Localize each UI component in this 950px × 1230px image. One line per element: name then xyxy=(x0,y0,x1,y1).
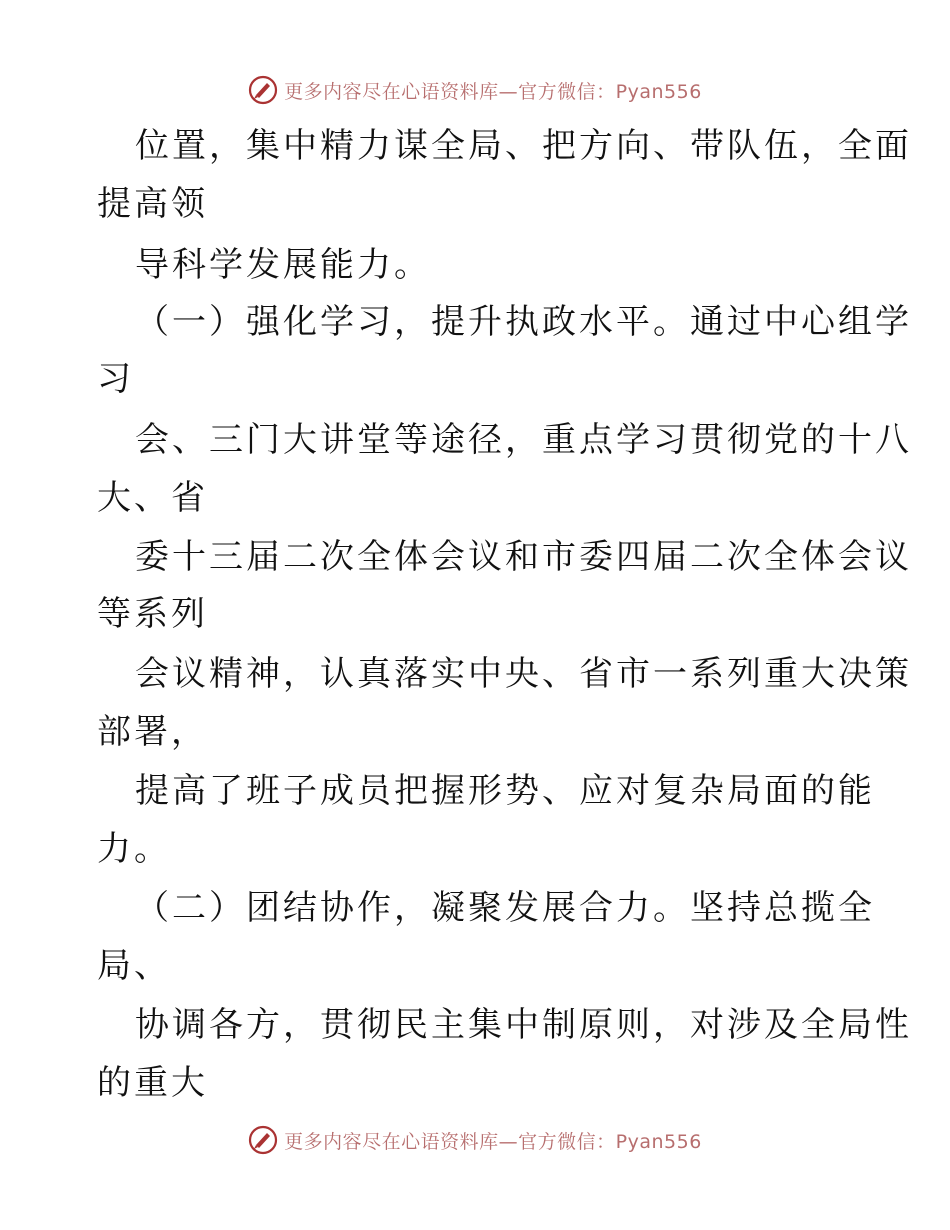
text-line: 提高领 xyxy=(97,184,208,224)
text-line: 等系列 xyxy=(97,594,208,634)
text-line: 力。 xyxy=(97,829,171,869)
text-line: 大、省 xyxy=(97,478,208,518)
text-line: （一）强化学习，提升执政水平。通过中心组学 xyxy=(135,302,912,342)
text-line: 习 xyxy=(97,359,134,399)
text-line: 会、三门大讲堂等途径，重点学习贯彻党的十八 xyxy=(135,420,912,460)
text-line: 会议精神，认真落实中央、省市一系列重大决策 xyxy=(135,654,912,694)
watermark-text: 更多内容尽在心语资料库—官方微信：Pyan556 xyxy=(284,1130,702,1153)
logo-icon xyxy=(248,1125,278,1155)
text-line: （二）团结协作，凝聚发展合力。坚持总揽全 xyxy=(135,888,875,928)
watermark-text: 更多内容尽在心语资料库—官方微信：Pyan556 xyxy=(284,80,702,103)
text-line: 的重大 xyxy=(97,1063,208,1103)
text-line: 提高了班子成员把握形势、应对复杂局面的能 xyxy=(135,771,875,811)
text-line: 委十三届二次全体会议和市委四届二次全体会议 xyxy=(135,537,912,577)
text-line: 导科学发展能力。 xyxy=(135,245,431,285)
text-line: 部署， xyxy=(97,712,208,752)
text-line: 协调各方，贯彻民主集中制原则，对涉及全局性 xyxy=(135,1005,912,1045)
footer-watermark xyxy=(0,1120,950,1160)
text-line: 位置，集中精力谋全局、把方向、带队伍，全面 xyxy=(135,126,912,166)
text-line: 局、 xyxy=(97,946,171,986)
